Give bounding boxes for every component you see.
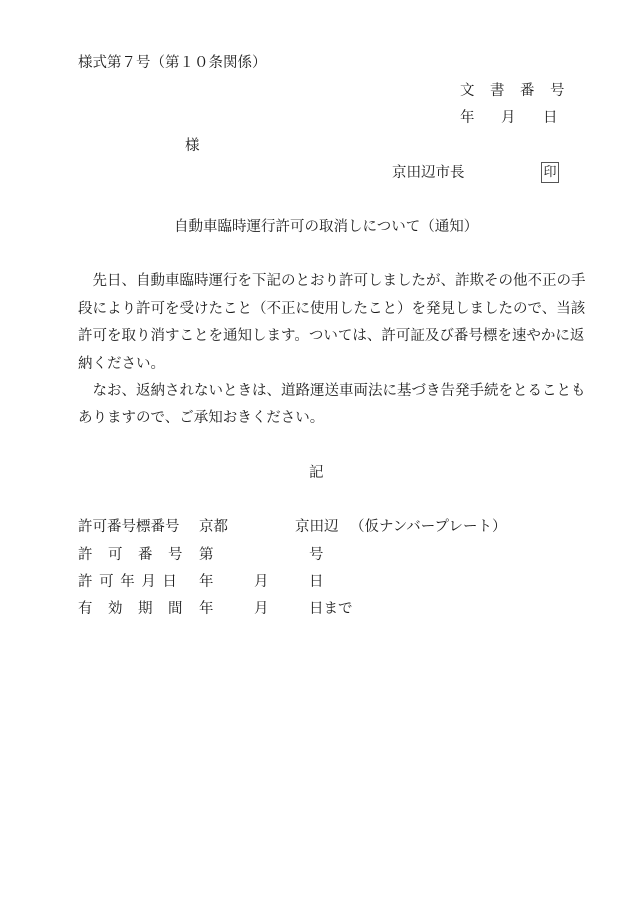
validity-year: 年 <box>199 601 214 617</box>
document-title: 自動車臨時運行許可の取消しについて（通知） <box>174 219 479 235</box>
issuer: 京田辺市長 <box>392 165 465 181</box>
permit-number-prefix: 第 <box>199 547 214 563</box>
plate-label: 許可番号標番号 <box>78 519 180 535</box>
body-line: なお、返納されないときは、道路運送車両法に基づき告発手続をとることも <box>78 383 586 399</box>
date-month-label: 月 <box>501 110 516 126</box>
permit-number-label: 許 可 番 号 <box>78 547 183 563</box>
permit-number-suffix: 号 <box>309 547 324 563</box>
document-number-label: 文 書 番 号 <box>460 83 565 99</box>
permit-date-label: 許 可 年 月 日 <box>78 574 177 590</box>
form-label: 様式第７号（第１０条関係） <box>78 55 267 71</box>
body-line: 納ください。 <box>78 356 165 372</box>
seal-mark: 印 <box>541 162 559 183</box>
validity-day: 日まで <box>309 601 353 617</box>
plate-city: 京田辺 <box>295 519 339 535</box>
permit-date-day: 日 <box>309 574 324 590</box>
permit-date-month: 月 <box>254 574 269 590</box>
body-line: 許可を取り消すことを通知します。ついては、許可証及び番号標を速やかに返 <box>78 328 585 344</box>
date-day-label: 日 <box>543 110 558 126</box>
addressee-suffix: 様 <box>185 138 200 154</box>
ki-heading: 記 <box>309 465 324 481</box>
validity-label: 有 効 期 間 <box>78 601 183 617</box>
plate-prefecture: 京都 <box>199 519 228 535</box>
body-line: ありますので、ご承知おきください。 <box>78 410 325 426</box>
date-year-label: 年 <box>460 110 475 126</box>
body-line: 先日、自動車臨時運行を下記のとおり許可しましたが、詐欺その他不正の手 <box>78 273 586 289</box>
permit-date-year: 年 <box>199 574 214 590</box>
validity-month: 月 <box>254 601 269 617</box>
plate-note: （仮ナンバープレート） <box>350 519 507 535</box>
body-line: 段により許可を受けたこと（不正に使用したこと）を発見しましたので、当該 <box>78 301 586 317</box>
